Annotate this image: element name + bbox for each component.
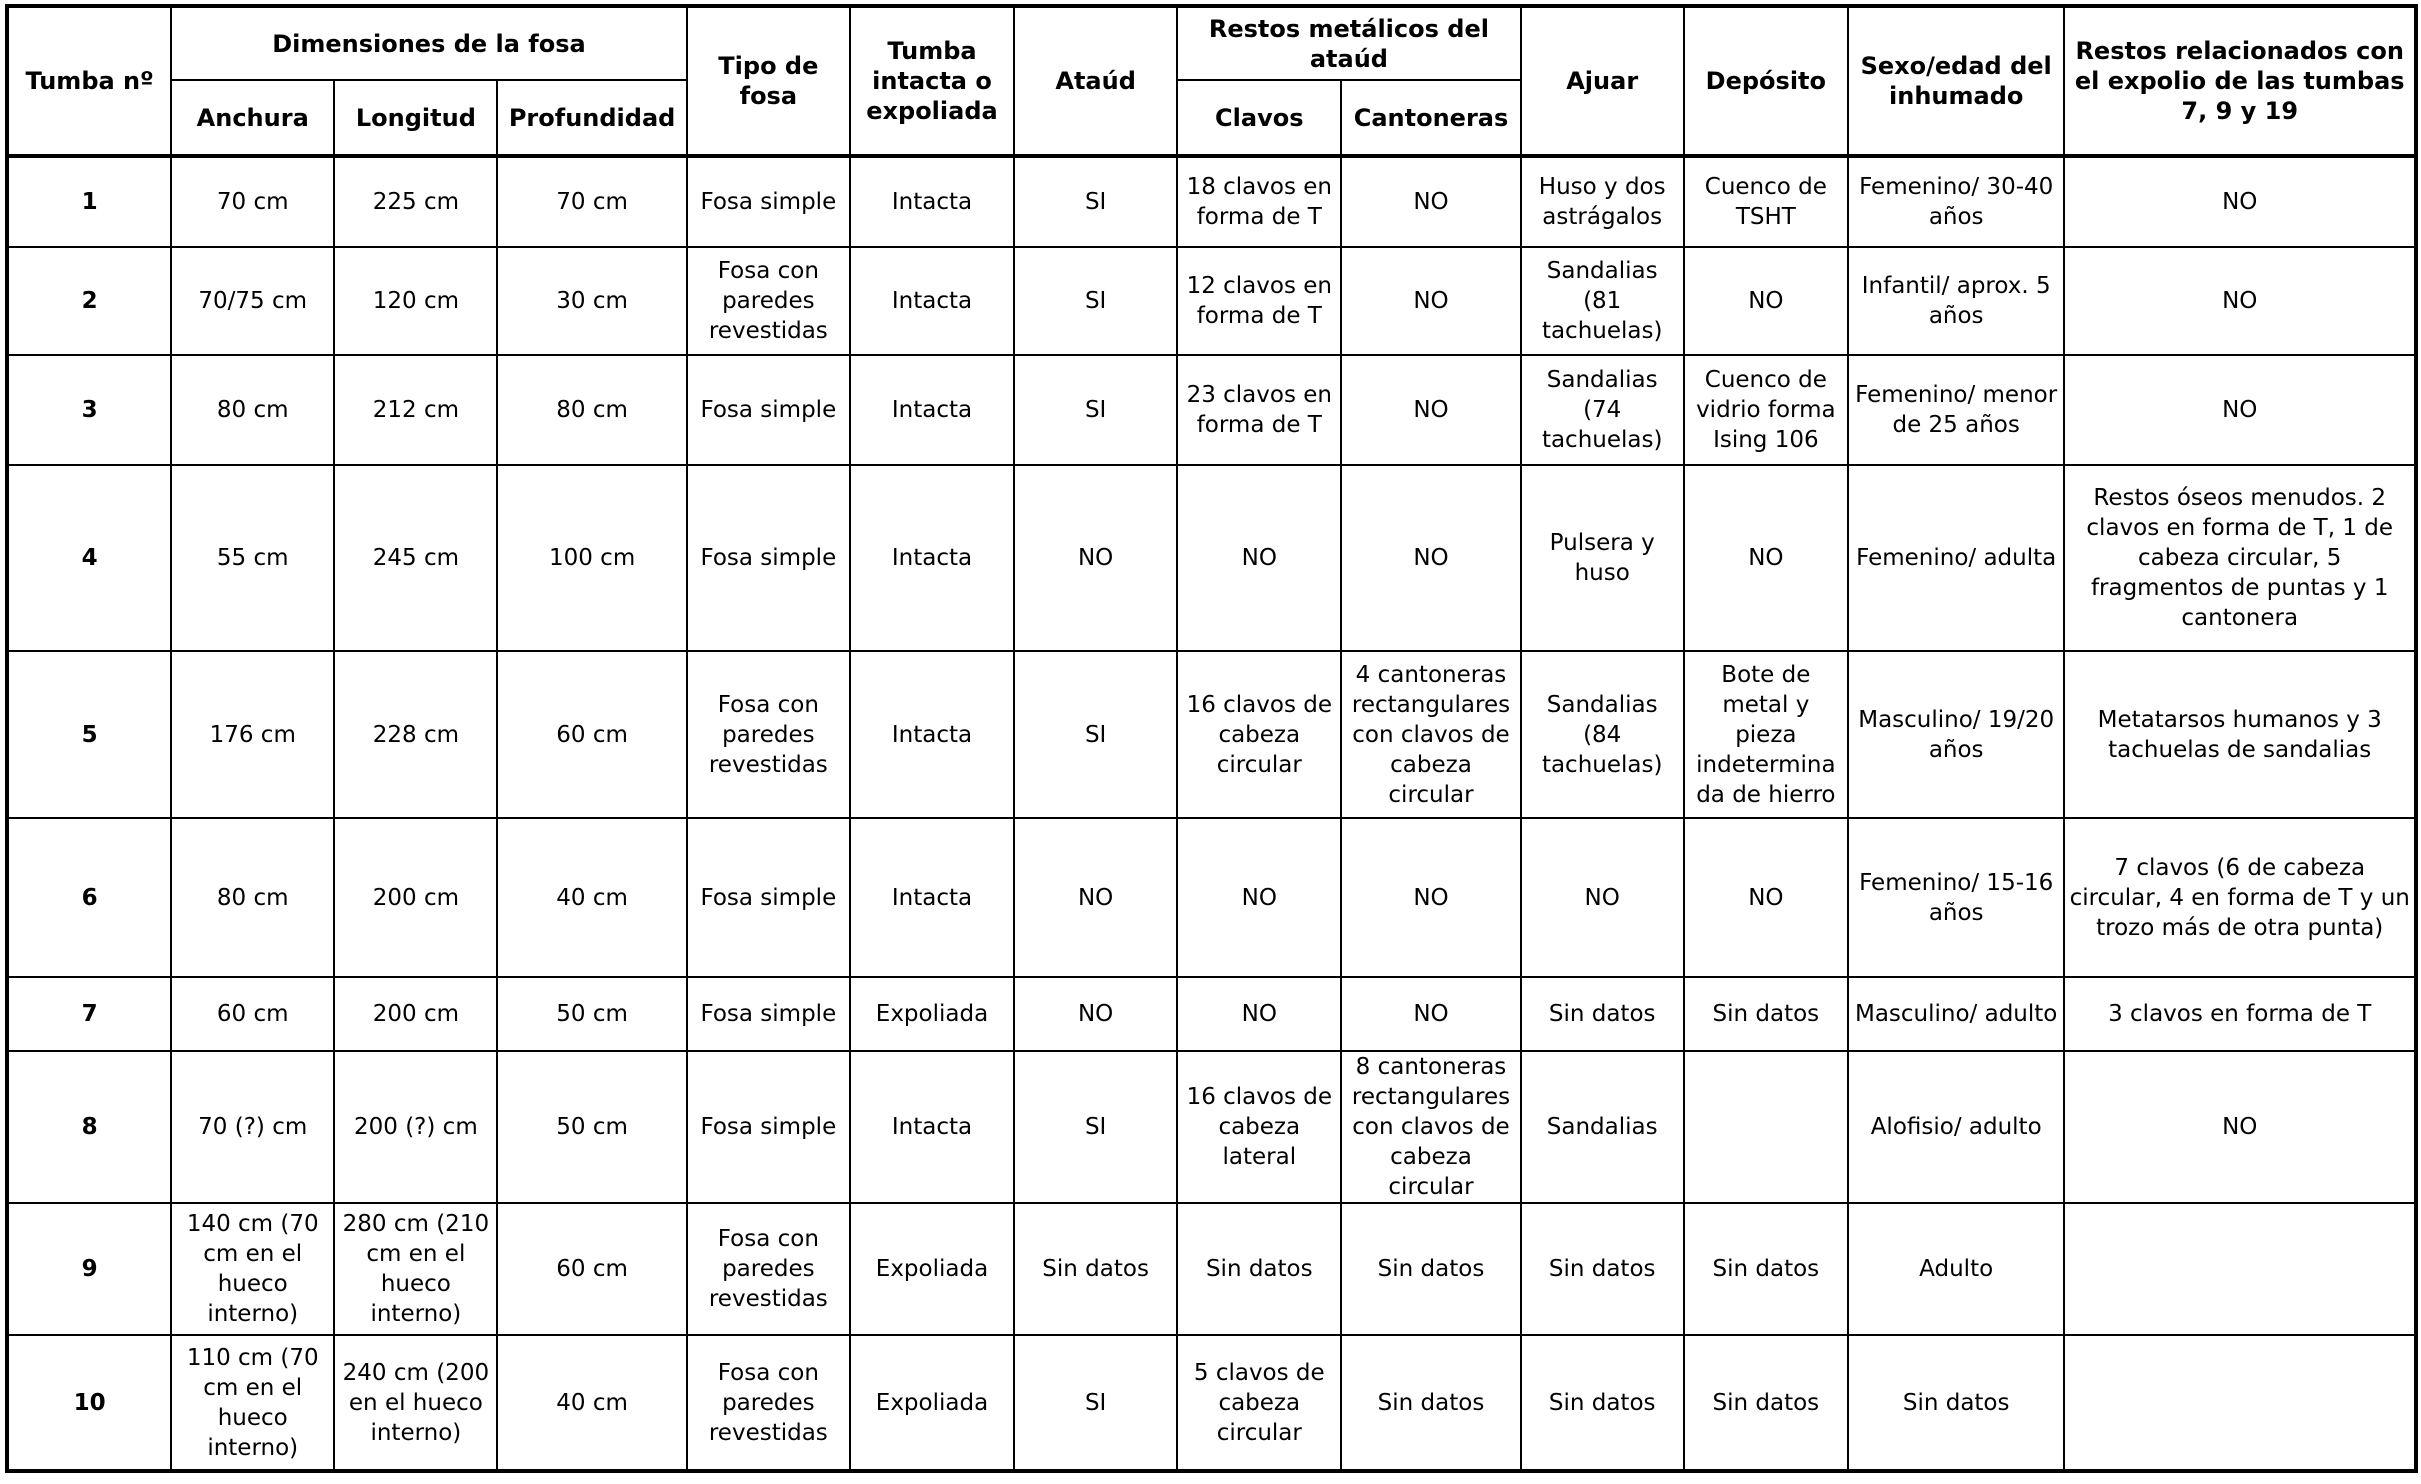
cell-anchura: 70 (?) cm xyxy=(171,1051,334,1203)
cell-estado: Intacta xyxy=(850,247,1014,355)
cell-estado: Expoliada xyxy=(850,977,1014,1051)
table-row xyxy=(7,1335,2416,1471)
header-expolio: Restos relacionados con el expolio de las tumbas 7, 9 y 19 xyxy=(2064,6,2416,156)
cell-expolio: 3 clavos en forma de T xyxy=(2064,977,2416,1051)
cell-estado: Expoliada xyxy=(850,1335,1014,1471)
cell-ajuar: Sin datos xyxy=(1521,977,1684,1051)
cell-clavos: NO xyxy=(1177,818,1341,977)
cell-clavos: 16 clavos de cabeza circular xyxy=(1177,651,1341,818)
cell-longitud: 245 cm xyxy=(334,465,497,651)
cell-cantoneras: NO xyxy=(1341,977,1520,1051)
cell-clavos: 16 clavos de cabeza lateral xyxy=(1177,1051,1341,1203)
cell-ajuar: Sin datos xyxy=(1521,1203,1684,1335)
cell-deposito: Cuenco de TSHT xyxy=(1684,156,1848,247)
cell-estado: Intacta xyxy=(850,156,1014,247)
cell-profundidad: 60 cm xyxy=(497,1203,686,1335)
header-longitud: Longitud xyxy=(334,80,497,156)
cell-ajuar: Sandalias xyxy=(1521,1051,1684,1203)
cell-estado: Intacta xyxy=(850,355,1014,465)
cell-tumba: 9 xyxy=(7,1203,171,1335)
cell-clavos: 18 clavos en forma de T xyxy=(1177,156,1341,247)
cell-expolio xyxy=(2064,1203,2416,1335)
cell-profundidad: 40 cm xyxy=(497,818,686,977)
cell-ajuar: Huso y dos astrágalos xyxy=(1521,156,1684,247)
cell-tumba: 3 xyxy=(7,355,171,465)
cell-anchura: 176 cm xyxy=(171,651,334,818)
cell-anchura: 140 cm (70 cm en el hueco interno) xyxy=(171,1203,334,1335)
cell-ataud: NO xyxy=(1014,465,1177,651)
cell-ataud: Sin datos xyxy=(1014,1203,1177,1335)
table-row xyxy=(7,465,2416,651)
cell-sexo-edad: Femenino/ 30-40 años xyxy=(1848,156,2065,247)
cell-clavos: 23 clavos en forma de T xyxy=(1177,355,1341,465)
cell-anchura: 70/75 cm xyxy=(171,247,334,355)
cell-deposito: Sin datos xyxy=(1684,1203,1848,1335)
cell-profundidad: 40 cm xyxy=(497,1335,686,1471)
table-row xyxy=(7,1051,2416,1203)
cell-tipo: Fosa con paredes revestidas xyxy=(687,651,850,818)
cell-profundidad: 70 cm xyxy=(497,156,686,247)
cell-clavos: 5 clavos de cabeza circular xyxy=(1177,1335,1341,1471)
cell-ataud: SI xyxy=(1014,355,1177,465)
cell-tipo: Fosa simple xyxy=(687,977,850,1051)
cell-tipo: Fosa simple xyxy=(687,156,850,247)
cell-ajuar: Sandalias (81 tachuelas) xyxy=(1521,247,1684,355)
header-anchura: Anchura xyxy=(171,80,334,156)
cell-ajuar: NO xyxy=(1521,818,1684,977)
cell-tumba: 2 xyxy=(7,247,171,355)
cell-expolio: 7 clavos (6 de cabeza circular, 4 en forma de T y un trozo más de otra punta) xyxy=(2064,818,2416,977)
header-cantoneras: Cantoneras xyxy=(1341,80,1520,156)
cell-sexo-edad: Masculino/ adulto xyxy=(1848,977,2065,1051)
header-dimensiones: Dimensiones de la fosa xyxy=(171,6,687,80)
header-profundidad: Profundidad xyxy=(497,80,686,156)
table-body xyxy=(7,156,2416,1471)
cell-anchura: 80 cm xyxy=(171,355,334,465)
cell-clavos: NO xyxy=(1177,977,1341,1051)
cell-longitud: 200 (?) cm xyxy=(334,1051,497,1203)
cell-expolio xyxy=(2064,1335,2416,1471)
table-row xyxy=(7,156,2416,247)
header-tumba: Tumba nº xyxy=(7,6,171,156)
cell-expolio: NO xyxy=(2064,355,2416,465)
cell-tumba: 6 xyxy=(7,818,171,977)
cell-ataud: NO xyxy=(1014,977,1177,1051)
cell-profundidad: 50 cm xyxy=(497,1051,686,1203)
cell-sexo-edad: Femenino/ menor de 25 años xyxy=(1848,355,2065,465)
cell-profundidad: 80 cm xyxy=(497,355,686,465)
cell-cantoneras: 4 cantoneras rectangulares con clavos de cabeza circular xyxy=(1341,651,1520,818)
table-row xyxy=(7,247,2416,355)
cell-tipo: Fosa con paredes revestidas xyxy=(687,1335,850,1471)
cell-ajuar: Sandalias (84 tachuelas) xyxy=(1521,651,1684,818)
cell-deposito: Sin datos xyxy=(1684,1335,1848,1471)
table-row xyxy=(7,977,2416,1051)
table-container xyxy=(5,4,2418,1473)
cell-sexo-edad: Sin datos xyxy=(1848,1335,2065,1471)
cell-sexo-edad: Femenino/ 15-16 años xyxy=(1848,818,2065,977)
header-restos-metalicos: Restos metálicos del ataúd xyxy=(1177,6,1520,80)
cell-sexo-edad: Alofisio/ adulto xyxy=(1848,1051,2065,1203)
cell-expolio: Restos óseos menudos. 2 clavos en forma de T, 1 de cabeza circular, 5 fragmentos de puntas y 1 cantonera xyxy=(2064,465,2416,651)
table-row xyxy=(7,818,2416,977)
cell-estado: Intacta xyxy=(850,465,1014,651)
cell-cantoneras: NO xyxy=(1341,818,1520,977)
cell-tumba: 4 xyxy=(7,465,171,651)
cell-deposito: Bote de metal y pieza indetermina da de hierro xyxy=(1684,651,1848,818)
header-clavos: Clavos xyxy=(1177,80,1341,156)
cell-ataud: SI xyxy=(1014,247,1177,355)
cell-cantoneras: Sin datos xyxy=(1341,1335,1520,1471)
cell-clavos: NO xyxy=(1177,465,1341,651)
cell-longitud: 212 cm xyxy=(334,355,497,465)
cell-cantoneras: 8 cantoneras rectangulares con clavos de cabeza circular xyxy=(1341,1051,1520,1203)
cell-deposito: NO xyxy=(1684,818,1848,977)
cell-anchura: 55 cm xyxy=(171,465,334,651)
cell-longitud: 280 cm (210 cm en el hueco interno) xyxy=(334,1203,497,1335)
cell-expolio: Metatarsos humanos y 3 tachuelas de sandalias xyxy=(2064,651,2416,818)
cell-clavos: Sin datos xyxy=(1177,1203,1341,1335)
table-row xyxy=(7,651,2416,818)
cell-longitud: 200 cm xyxy=(334,818,497,977)
header-estado: Tumba intacta o expoliada xyxy=(850,6,1014,156)
cell-profundidad: 30 cm xyxy=(497,247,686,355)
cell-ataud: SI xyxy=(1014,156,1177,247)
header-ataud: Ataúd xyxy=(1014,6,1177,156)
tombs-table xyxy=(5,4,2418,1473)
cell-tipo: Fosa simple xyxy=(687,818,850,977)
cell-tipo: Fosa simple xyxy=(687,1051,850,1203)
cell-longitud: 240 cm (200 en el hueco interno) xyxy=(334,1335,497,1471)
table-row xyxy=(7,1203,2416,1335)
cell-ajuar: Sin datos xyxy=(1521,1335,1684,1471)
cell-estado: Intacta xyxy=(850,651,1014,818)
cell-ajuar: Pulsera y huso xyxy=(1521,465,1684,651)
cell-anchura: 70 cm xyxy=(171,156,334,247)
cell-ataud: SI xyxy=(1014,1335,1177,1471)
cell-deposito xyxy=(1684,1051,1848,1203)
cell-clavos: 12 clavos en forma de T xyxy=(1177,247,1341,355)
cell-cantoneras: NO xyxy=(1341,156,1520,247)
header-tipo: Tipo de fosa xyxy=(687,6,850,156)
cell-sexo-edad: Infantil/ aprox. 5 años xyxy=(1848,247,2065,355)
cell-tipo: Fosa con paredes revestidas xyxy=(687,1203,850,1335)
cell-cantoneras: NO xyxy=(1341,465,1520,651)
cell-estado: Intacta xyxy=(850,818,1014,977)
cell-sexo-edad: Masculino/ 19/20 años xyxy=(1848,651,2065,818)
cell-ataud: NO xyxy=(1014,818,1177,977)
cell-deposito: NO xyxy=(1684,465,1848,651)
cell-tumba: 5 xyxy=(7,651,171,818)
cell-cantoneras: NO xyxy=(1341,355,1520,465)
cell-cantoneras: Sin datos xyxy=(1341,1203,1520,1335)
header-deposito: Depósito xyxy=(1684,6,1848,156)
cell-longitud: 225 cm xyxy=(334,156,497,247)
cell-longitud: 228 cm xyxy=(334,651,497,818)
cell-anchura: 110 cm (70 cm en el hueco interno) xyxy=(171,1335,334,1471)
cell-tumba: 10 xyxy=(7,1335,171,1471)
table-row xyxy=(7,355,2416,465)
cell-deposito: Cuenco de vidrio forma Ising 106 xyxy=(1684,355,1848,465)
cell-longitud: 200 cm xyxy=(334,977,497,1051)
cell-anchura: 80 cm xyxy=(171,818,334,977)
cell-expolio: NO xyxy=(2064,247,2416,355)
cell-expolio: NO xyxy=(2064,1051,2416,1203)
cell-tipo: Fosa simple xyxy=(687,465,850,651)
cell-estado: Intacta xyxy=(850,1051,1014,1203)
cell-tumba: 8 xyxy=(7,1051,171,1203)
cell-tipo: Fosa con paredes revestidas xyxy=(687,247,850,355)
header-ajuar: Ajuar xyxy=(1521,6,1684,156)
cell-profundidad: 50 cm xyxy=(497,977,686,1051)
cell-expolio: NO xyxy=(2064,156,2416,247)
cell-ataud: SI xyxy=(1014,1051,1177,1203)
cell-deposito: NO xyxy=(1684,247,1848,355)
cell-tipo: Fosa simple xyxy=(687,355,850,465)
cell-sexo-edad: Femenino/ adulta xyxy=(1848,465,2065,651)
header-sexo-edad: Sexo/edad del inhumado xyxy=(1848,6,2065,156)
cell-ajuar: Sandalias (74 tachuelas) xyxy=(1521,355,1684,465)
cell-anchura: 60 cm xyxy=(171,977,334,1051)
cell-tumba: 7 xyxy=(7,977,171,1051)
cell-profundidad: 100 cm xyxy=(497,465,686,651)
cell-deposito: Sin datos xyxy=(1684,977,1848,1051)
cell-longitud: 120 cm xyxy=(334,247,497,355)
cell-profundidad: 60 cm xyxy=(497,651,686,818)
cell-ataud: SI xyxy=(1014,651,1177,818)
cell-sexo-edad: Adulto xyxy=(1848,1203,2065,1335)
cell-estado: Expoliada xyxy=(850,1203,1014,1335)
cell-cantoneras: NO xyxy=(1341,247,1520,355)
cell-tumba: 1 xyxy=(7,156,171,247)
